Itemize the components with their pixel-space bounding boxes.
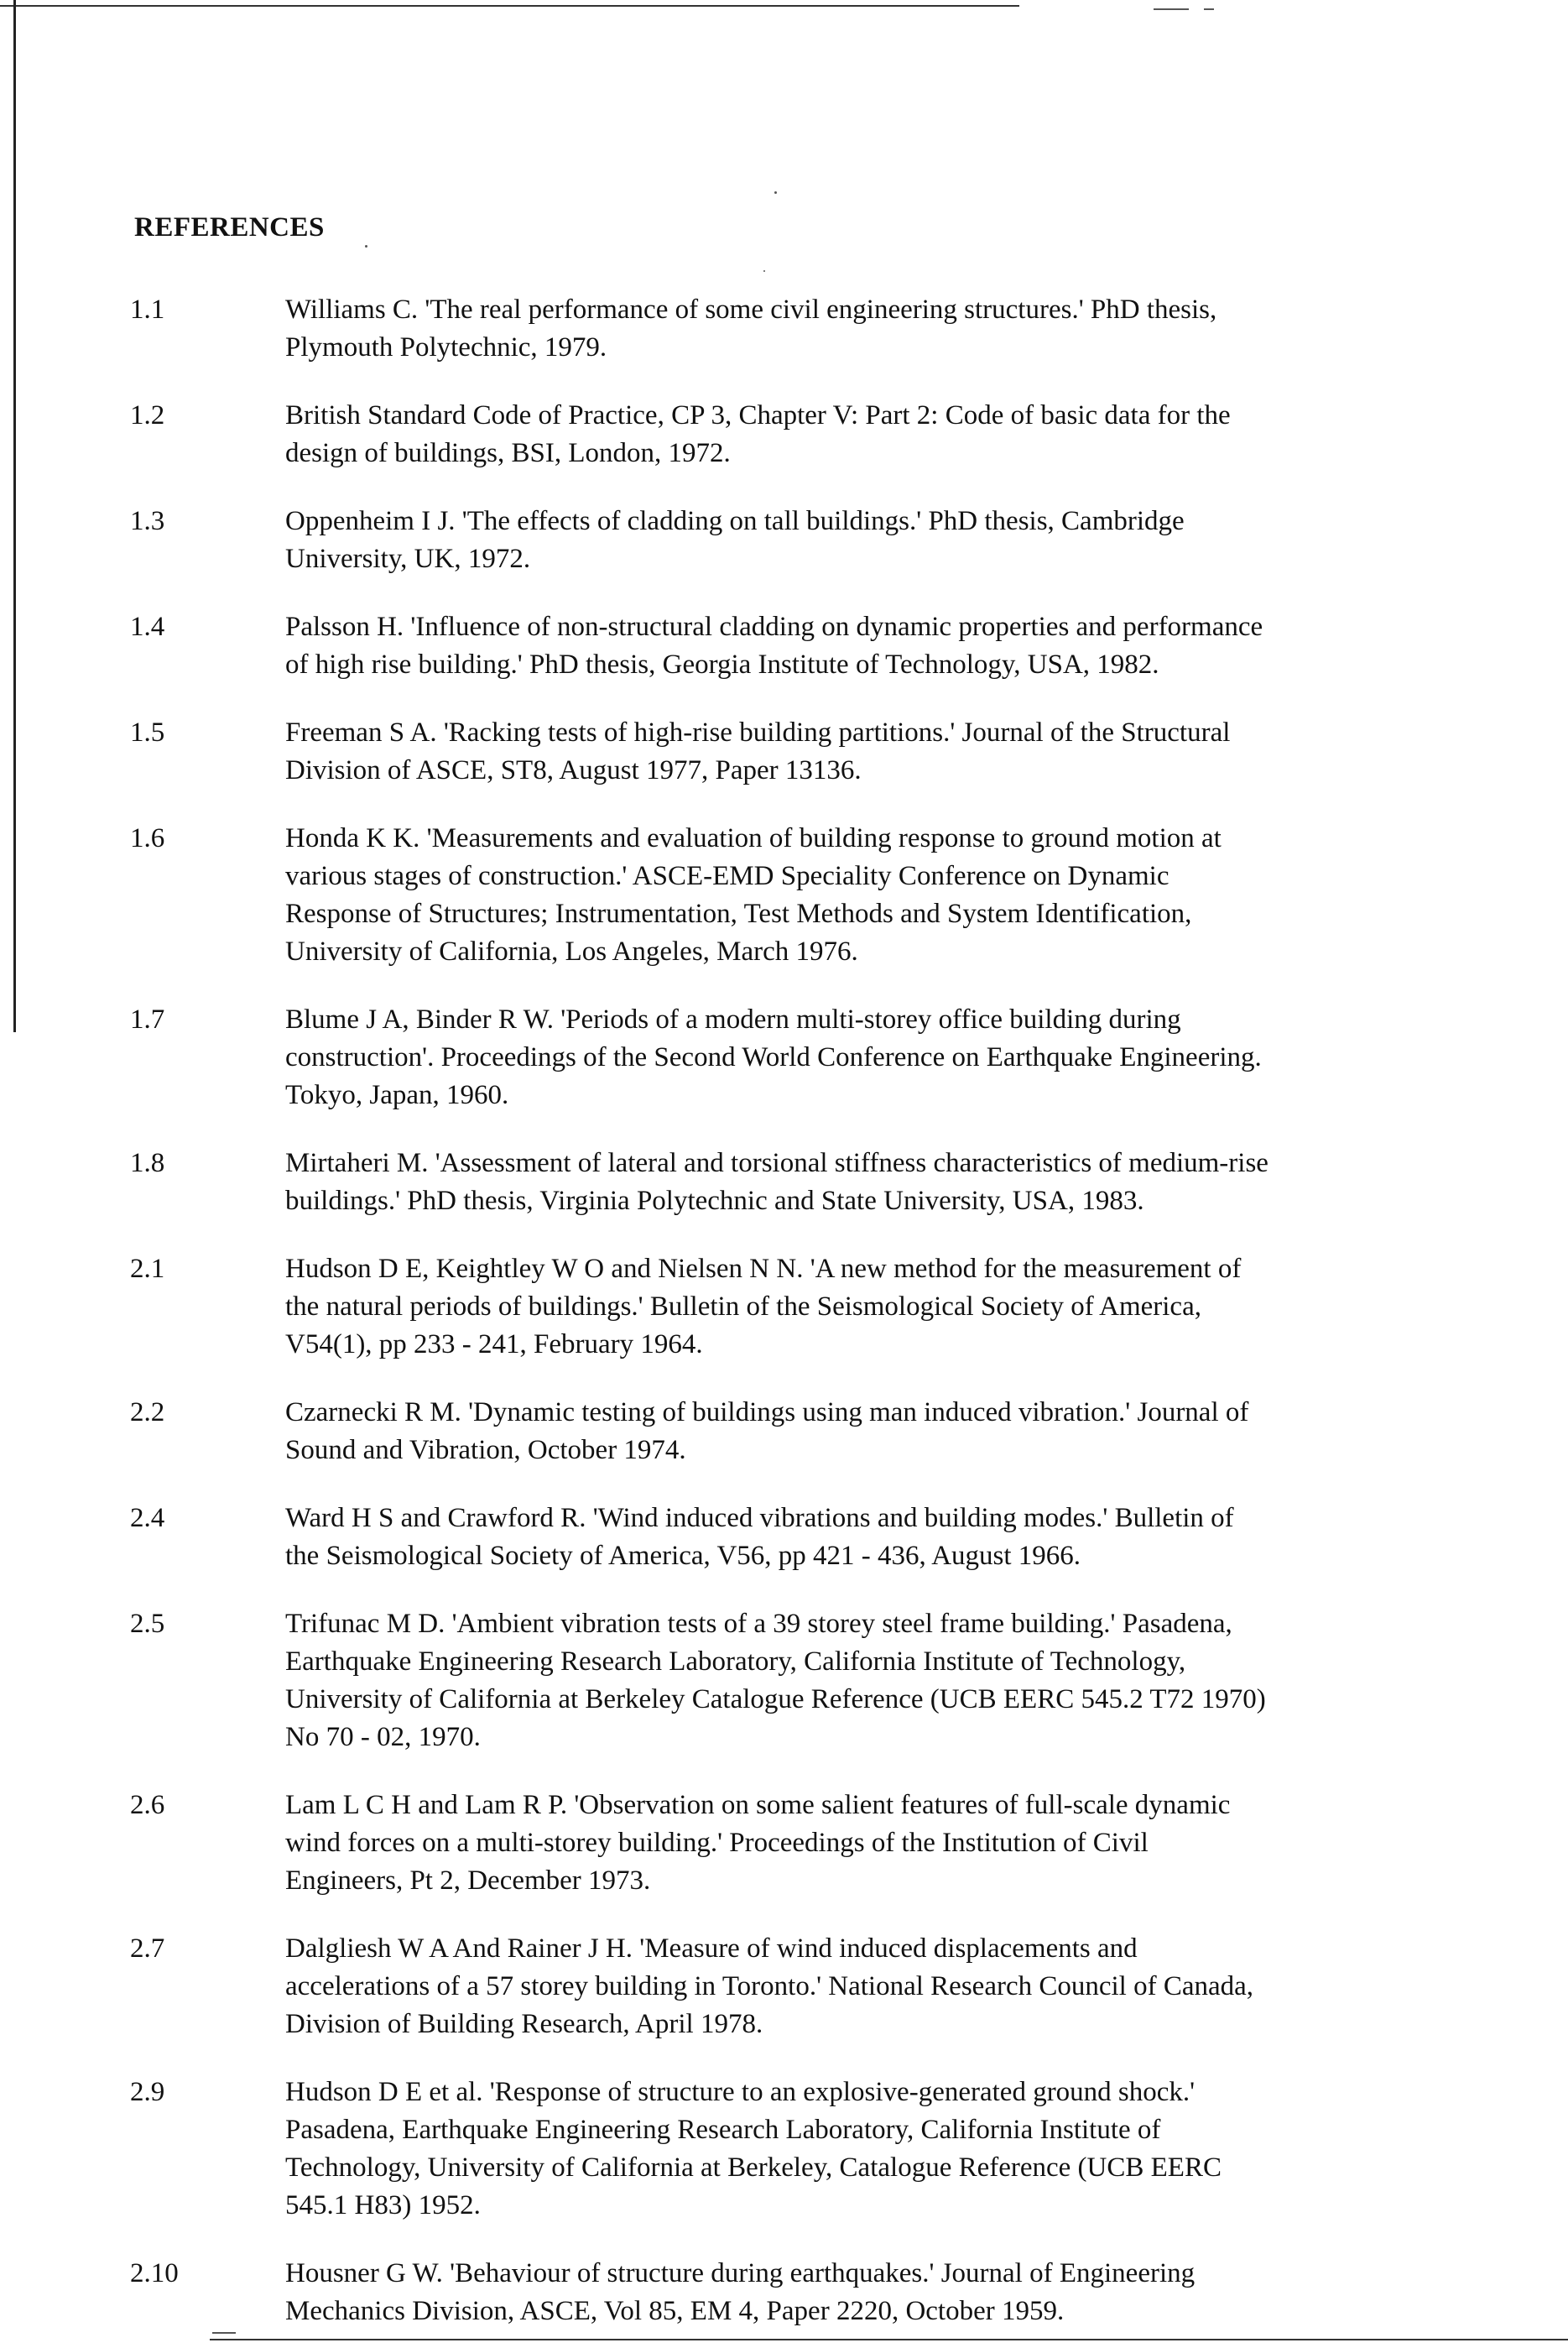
reference-citation: British Standard Code of Practice, CP 3, Chapter V: Part 2: Code of basic data for the design of buildings, BSI, London, 1972. bbox=[285, 400, 1231, 468]
reference-entry bbox=[130, 1394, 1422, 1469]
reference-citation: Palsson H. 'Influence of non-structural cladding on dynamic properties and performance of high rise building.' PhD thesis, Georgia Institute of Technology, USA, 1982. bbox=[285, 612, 1263, 680]
reference-number: 1.1 bbox=[130, 295, 165, 325]
reference-number: 2.9 bbox=[130, 2077, 165, 2107]
reference-citation: Dalgliesh W A And Rainer J H. 'Measure of wind induced displacements and accelerations of a 57 storey building in Toronto.' National Research Council of Canada, Division of Building Research, April 1978. bbox=[285, 1933, 1254, 2039]
reference-number: 1.3 bbox=[130, 506, 165, 536]
reference-entry bbox=[130, 1250, 1422, 1364]
reference-citation: Mirtaheri M. 'Assessment of lateral and torsional stiffness characteristics of medium-rise buildings.' PhD thesis, Virginia Polytechnic and State University, USA, 1983. bbox=[285, 1148, 1268, 1216]
reference-number: 1.4 bbox=[130, 612, 165, 642]
reference-citation: Hudson D E, Keightley W O and Nielsen N N. 'A new method for the measurement of the natural periods of buildings.' Bulletin of the Seismological Society of America, V54(1), pp 233 - 241, February 1964. bbox=[285, 1254, 1242, 1359]
reference-citation: Lam L C H and Lam R P. 'Observation on some salient features of full-scale dynamic wind forces on a multi-storey building.' Proceedings of the Institution of Civil Engineers, Pt 2, December 1973. bbox=[285, 1790, 1231, 1896]
reference-number: 1.6 bbox=[130, 823, 165, 853]
reference-entry bbox=[130, 291, 1422, 367]
reference-citation: Ward H S and Crawford R. 'Wind induced vibrations and building modes.' Bulletin of the Seismological Society of America, V56, pp 421 - 436, August 1966. bbox=[285, 1503, 1234, 1571]
reference-entry bbox=[130, 2255, 1422, 2330]
scan-top-dash bbox=[1204, 8, 1214, 10]
reference-entry bbox=[130, 1145, 1422, 1220]
reference-citation: Czarnecki R M. 'Dynamic testing of buildings using man induced vibration.' Journal of Sound and Vibration, October 1974. bbox=[285, 1397, 1249, 1465]
reference-number: 1.8 bbox=[130, 1148, 165, 1178]
scan-speck bbox=[774, 191, 777, 194]
reference-number: 2.5 bbox=[130, 1609, 165, 1639]
scan-left-edge bbox=[13, 0, 16, 1032]
reference-entry bbox=[130, 1930, 1422, 2043]
reference-number: 1.5 bbox=[130, 717, 165, 748]
reference-number: 2.2 bbox=[130, 1397, 165, 1427]
reference-entry bbox=[130, 608, 1422, 684]
reference-number: 2.6 bbox=[130, 1790, 165, 1820]
reference-citation: Housner G W. 'Behaviour of structure during earthquakes.' Journal of Engineering Mechanics Division, ASCE, Vol 85, EM 4, Paper 2220, October 1959. bbox=[285, 2258, 1196, 2326]
reference-citation: Freeman S A. 'Racking tests of high-rise building partitions.' Journal of the Structural Division of ASCE, ST8, August 1977, Paper 13136. bbox=[285, 717, 1231, 785]
reference-citation: Hudson D E et al. 'Response of structure to an explosive-generated ground shock.' Pasadena, Earthquake Engineering Research Laboratory, California Institute of Technology, University of California at Berkeley, Catalogue Reference (UCB EERC 545.1 H83) 1952. bbox=[285, 2077, 1222, 2220]
reference-number: 1.2 bbox=[130, 400, 165, 430]
reference-entry bbox=[130, 1605, 1422, 1756]
reference-number: 2.10 bbox=[130, 2258, 179, 2288]
scan-speck bbox=[763, 270, 765, 272]
reference-list bbox=[130, 291, 1422, 2330]
reference-entry bbox=[130, 820, 1422, 971]
reference-entry bbox=[130, 397, 1422, 472]
scan-bottom-dash bbox=[212, 2332, 236, 2334]
page-title: REFERENCES bbox=[134, 212, 325, 243]
reference-citation: Honda K K. 'Measurements and evaluation of building response to ground motion at various stages of construction.' ASCE-EMD Speciality Conference on Dynamic Response of Structures; Instrumentation, Test Methods and System Identification, University of California, Los Angeles, March 1976. bbox=[285, 823, 1222, 967]
scan-bottom-border bbox=[210, 2339, 1568, 2340]
reference-entry bbox=[130, 1001, 1422, 1114]
reference-entry bbox=[130, 1500, 1422, 1575]
reference-entry bbox=[130, 2074, 1422, 2225]
scan-top-dash bbox=[1154, 8, 1189, 10]
reference-number: 1.7 bbox=[130, 1004, 165, 1035]
reference-number: 2.1 bbox=[130, 1254, 165, 1284]
reference-entry bbox=[130, 503, 1422, 578]
reference-entry bbox=[130, 1787, 1422, 1900]
reference-number: 2.7 bbox=[130, 1933, 165, 1964]
reference-citation: Blume J A, Binder R W. 'Periods of a modern multi-storey office building during construction'. Proceedings of the Second World Conference on Earthquake Engineering. Tokyo, Japan, 1960. bbox=[285, 1004, 1262, 1110]
scan-top-border bbox=[0, 5, 1019, 7]
scan-speck bbox=[365, 245, 367, 248]
reference-citation: Williams C. 'The real performance of some civil engineering structures.' PhD thesis, Plymouth Polytechnic, 1979. bbox=[285, 295, 1217, 363]
reference-citation: Trifunac M D. 'Ambient vibration tests of a 39 storey steel frame building.' Pasadena, Earthquake Engineering Research Laboratory, California Institute of Technology, University of California at Berkeley Catalogue Reference (UCB EERC 545.2 T72 1970) No 70 - 02, 1970. bbox=[285, 1609, 1266, 1752]
reference-entry bbox=[130, 714, 1422, 790]
reference-citation: Oppenheim I J. 'The effects of cladding on tall buildings.' PhD thesis, Cambridge University, UK, 1972. bbox=[285, 506, 1185, 574]
reference-number: 2.4 bbox=[130, 1503, 165, 1533]
